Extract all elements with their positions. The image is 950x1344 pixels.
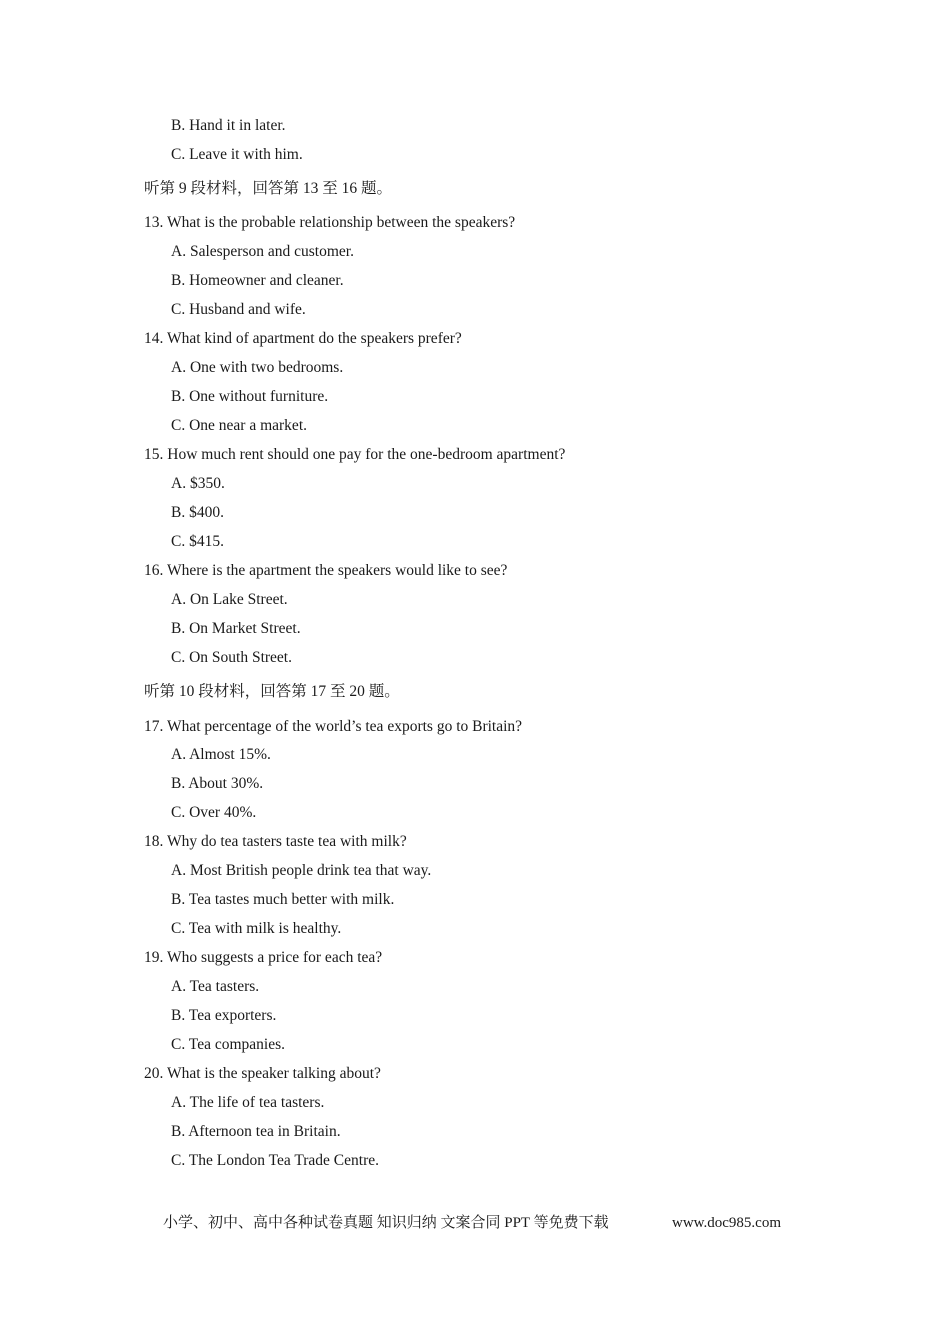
q14-option-b: B. One without furniture. bbox=[171, 388, 329, 405]
q14-option-a: A. One with two bedrooms. bbox=[171, 359, 344, 376]
q19-option-a: A. Tea tasters. bbox=[171, 978, 260, 995]
q13-option-c: C. Husband and wife. bbox=[171, 301, 306, 318]
q17-option-c: C. Over 40%. bbox=[171, 804, 257, 821]
q18-option-c: C. Tea with milk is healthy. bbox=[171, 920, 342, 937]
q18-option-a: A. Most British people drink tea that way. bbox=[171, 862, 432, 879]
section-heading-material-9: 听第 9 段材料，回答第 13 至 16 题。 bbox=[144, 180, 393, 197]
q19-option-b: B. Tea exporters. bbox=[171, 1007, 277, 1024]
q20-option-c: C. The London Tea Trade Centre. bbox=[171, 1152, 379, 1169]
question-16: 16. Where is the apartment the speakers would like to see? bbox=[144, 562, 508, 579]
question-18: 18. Why do tea tasters taste tea with milk? bbox=[144, 833, 407, 850]
q15-option-b: B. $400. bbox=[171, 504, 224, 521]
q15-option-a: A. $350. bbox=[171, 475, 225, 492]
question-17: 17. What percentage of the world’s tea exports go to Britain? bbox=[144, 718, 523, 735]
q19-option-c: C. Tea companies. bbox=[171, 1036, 285, 1053]
q13-option-b: B. Homeowner and cleaner. bbox=[171, 272, 344, 289]
question-15: 15. How much rent should one pay for the one-bedroom apartment? bbox=[144, 446, 566, 463]
q16-option-b: B. On Market Street. bbox=[171, 620, 301, 637]
q20-option-a: A. The life of tea tasters. bbox=[171, 1094, 325, 1111]
footer-text: 小学、初中、高中各种试卷真题 知识归纳 文案合同 PPT 等免费下载 bbox=[163, 1215, 609, 1231]
q20-option-b: B. Afternoon tea in Britain. bbox=[171, 1123, 341, 1140]
q17-option-a: A. Almost 15%. bbox=[171, 746, 271, 763]
footer-site-link[interactable]: www.doc985.com bbox=[672, 1215, 782, 1231]
question-13: 13. What is the probable relationship between the speakers? bbox=[144, 214, 516, 231]
q18-option-b: B. Tea tastes much better with milk. bbox=[171, 891, 395, 908]
q13-option-a: A. Salesperson and customer. bbox=[171, 243, 354, 260]
page-footer bbox=[163, 1213, 782, 1233]
q16-option-c: C. On South Street. bbox=[171, 649, 292, 666]
q17-option-b: B. About 30%. bbox=[171, 775, 264, 792]
option-c-q12: C. Leave it with him. bbox=[171, 146, 303, 163]
option-b-q12: B. Hand it in later. bbox=[171, 117, 286, 134]
q16-option-a: A. On Lake Street. bbox=[171, 591, 288, 608]
question-14: 14. What kind of apartment do the speakers prefer? bbox=[144, 330, 462, 347]
q14-option-c: C. One near a market. bbox=[171, 417, 307, 434]
question-19: 19. Who suggests a price for each tea? bbox=[144, 949, 383, 966]
section-heading-material-10: 听第 10 段材料，回答第 17 至 20 题。 bbox=[144, 683, 400, 700]
question-20: 20. What is the speaker talking about? bbox=[144, 1065, 381, 1082]
q15-option-c: C. $415. bbox=[171, 533, 224, 550]
